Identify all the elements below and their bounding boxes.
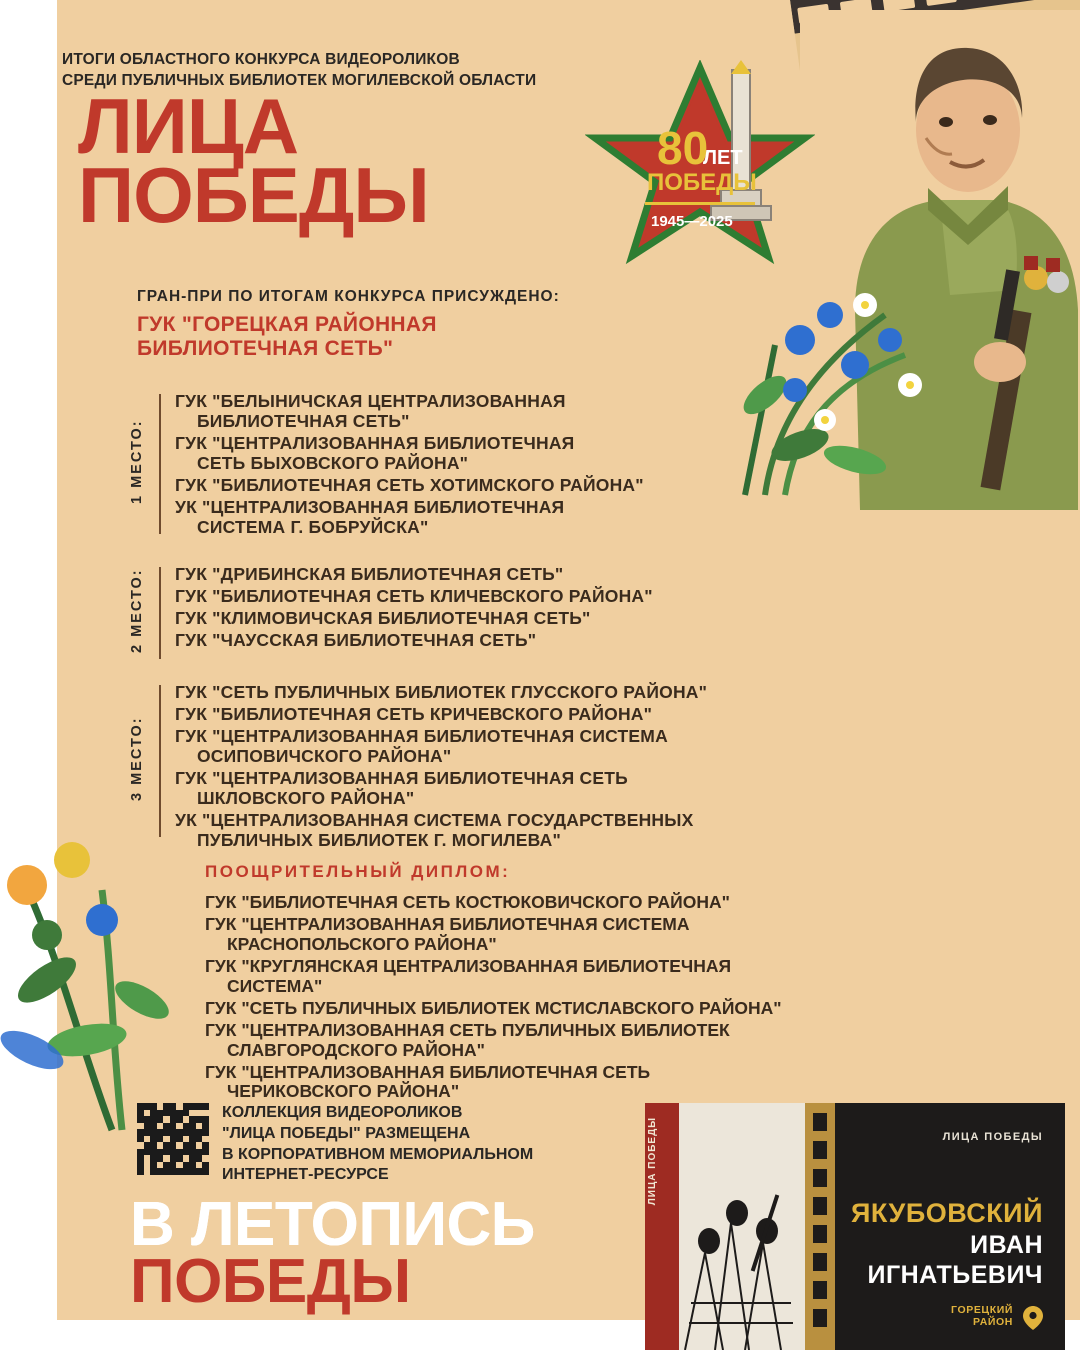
emblem-years: ЛЕТ — [703, 147, 743, 169]
title-line-2: ПОБЕДЫ — [78, 150, 429, 239]
winner-name: ГУК "ЦЕНТРАЛИЗОВАННАЯ БИБЛИОТЕЧНАЯ — [175, 432, 575, 453]
title-line-1: ЛИЦА — [78, 82, 299, 170]
grand-prix-winner-line-2: БИБЛИОТЕЧНАЯ СЕТЬ" — [137, 337, 394, 361]
map-pin-icon — [1023, 1306, 1043, 1330]
winner-name: ГУК "ЦЕНТРАЛИЗОВАННАЯ БИБЛИОТЕЧНАЯ СЕТЬ — [205, 1061, 651, 1082]
list-item — [175, 683, 937, 703]
list-item — [175, 476, 937, 496]
diploma-section-title: ПООЩРИТЕЛЬНЫЙ ДИПЛОМ: — [205, 862, 511, 881]
place-list-2 — [175, 565, 937, 651]
anniversary-emblem — [585, 60, 815, 295]
list-item — [175, 498, 937, 538]
list-item — [175, 392, 937, 432]
winner-name: ГУК "БИБЛИОТЕЧНАЯ СЕТЬ КРИЧЕВСКОГО РАЙОНА" — [175, 703, 653, 724]
list-item — [175, 769, 937, 809]
hero-card-artwork — [645, 1103, 835, 1350]
bottom-title-line-2: ПОБЕДЫ — [130, 1247, 411, 1317]
place-group-2 — [129, 564, 937, 654]
emblem-dates: 1945—2025 — [651, 213, 733, 230]
winner-name-cont: СИСТЕМА" — [227, 975, 323, 996]
winner-name: УК "ЦЕНТРАЛИЗОВАННАЯ СИСТЕМА ГОСУДАРСТВЕННЫХ — [175, 809, 694, 830]
place-group-1 — [129, 391, 937, 540]
page-title — [78, 82, 429, 239]
winner-name: ГУК "БИБЛИОТЕЧНАЯ СЕТЬ КОСТЮКОВИЧСКОГО РАЙОНА" — [205, 892, 730, 912]
list-item — [205, 1021, 965, 1061]
caption-line-1: ИТОГИ ОБЛАСТНОГО КОНКУРСА ВИДЕОРОЛИКОВ — [62, 51, 460, 68]
winner-name: ГУК "БЕЛЫНИЧСКАЯ ЦЕНТРАЛИЗОВАННАЯ — [175, 391, 566, 411]
grand-prix-winner — [137, 313, 437, 361]
emblem-pobedy: ПОБЕДЫ — [647, 169, 757, 196]
winner-name: ГУК "КРУГЛЯНСКАЯ ЦЕНТРАЛИЗОВАННАЯ БИБЛИОТЕЧНАЯ — [205, 955, 732, 976]
list-item — [175, 705, 937, 725]
winner-name: ГУК "СЕТЬ ПУБЛИЧНЫХ БИБЛИОТЕК МСТИСЛАВСКОГО РАЙОНА" — [205, 997, 782, 1018]
hero-card-surname: ЯКУБОВСКИЙ — [850, 1198, 1043, 1228]
emblem-number: 80 — [657, 122, 709, 174]
winner-name: УК "ЦЕНТРАЛИЗОВАННАЯ БИБЛИОТЕЧНАЯ — [175, 496, 565, 517]
winner-name: ГУК "БИБЛИОТЕЧНАЯ СЕТЬ КЛИЧЕВСКОГО РАЙОНА" — [175, 585, 653, 606]
winner-name: ГУК "ДРИБИНСКАЯ БИБЛИОТЕЧНАЯ СЕТЬ" — [175, 564, 564, 584]
hero-card-firstname: ИВАН — [970, 1231, 1043, 1259]
list-item — [205, 999, 965, 1019]
winner-name: ГУК "КЛИМОВИЧСКАЯ БИБЛИОТЕЧНАЯ СЕТЬ" — [175, 607, 591, 628]
qr-code-icon[interactable] — [137, 1103, 209, 1175]
winner-name-cont: ШКЛОВСКОГО РАЙОНА" — [197, 787, 415, 808]
hero-card[interactable] — [645, 1103, 1065, 1350]
place-list-3 — [175, 683, 937, 851]
list-item — [175, 434, 937, 474]
grand-prix-label: ГРАН-ПРИ ПО ИТОГАМ КОНКУРСА ПРИСУЖДЕНО: — [137, 288, 560, 305]
bottom-title-line-1: В ЛЕТОПИСЬ — [130, 1190, 535, 1259]
winner-name: ГУК "ЦЕНТРАЛИЗОВАННАЯ СЕТЬ ПУБЛИЧНЫХ БИБЛИОТЕК — [205, 1019, 730, 1040]
list-item — [205, 893, 965, 913]
place-label-1: 1 МЕСТО: — [129, 419, 145, 505]
winner-name-cont: ОСИПОВИЧСКОГО РАЙОНА" — [197, 745, 452, 766]
hero-card-region — [951, 1304, 1013, 1328]
winner-name-cont: ПУБЛИЧНЫХ БИБЛИОТЕК Г. МОГИЛЕВА" — [197, 829, 561, 850]
qr-text-line-4: ИНТЕРНЕТ-РЕСУРСЕ — [222, 1166, 389, 1184]
winner-name: ГУК "ЦЕНТРАЛИЗОВАННАЯ БИБЛИОТЕЧНАЯ СЕТЬ — [175, 767, 628, 788]
winner-name-cont: КРАСНОПОЛЬСКОГО РАЙОНА" — [227, 933, 497, 954]
diploma-list — [205, 893, 965, 1104]
winner-name-cont: БИБЛИОТЕЧНАЯ СЕТЬ" — [197, 410, 410, 431]
place-group-3 — [129, 682, 937, 853]
grand-prix-winner-line-1: ГУК "ГОРЕЦКАЯ РАЙОННАЯ — [137, 313, 437, 336]
list-item — [175, 565, 937, 585]
list-item — [175, 587, 937, 607]
qr-description — [222, 1103, 533, 1186]
list-item — [205, 915, 965, 955]
qr-text-line-2: "ЛИЦА ПОБЕДЫ" РАЗМЕЩЕНА — [222, 1124, 471, 1142]
place-label-3: 3 МЕСТО: — [129, 716, 145, 802]
list-item — [205, 957, 965, 997]
winner-name: ГУК "ЦЕНТРАЛИЗОВАННАЯ БИБЛИОТЕЧНАЯ СИСТЕМА — [175, 725, 668, 746]
place-list-1 — [175, 392, 937, 538]
winner-name: ГУК "СЕТЬ ПУБЛИЧНЫХ БИБЛИОТЕК ГЛУССКОГО РАЙОНА" — [175, 682, 708, 702]
winner-name-cont: ЧЕРИКОВСКОГО РАЙОНА" — [227, 1081, 460, 1102]
hero-card-label: ЛИЦА ПОБЕДЫ — [942, 1131, 1043, 1143]
hero-card-film-strip — [805, 1103, 835, 1350]
list-item — [175, 811, 937, 851]
list-item — [175, 727, 937, 767]
list-item — [175, 631, 937, 651]
bottom-title — [130, 1190, 535, 1317]
hero-card-region-line-2: РАЙОН — [973, 1315, 1013, 1328]
winner-name: ГУК "ЧАУССКАЯ БИБЛИОТЕЧНАЯ СЕТЬ" — [175, 629, 537, 650]
list-item — [205, 1063, 965, 1103]
hero-card-patronymic: ИГНАТЬЕВИЧ — [867, 1261, 1043, 1289]
place-label-2: 2 МЕСТО: — [129, 568, 145, 654]
qr-text-line-3: В КОРПОРАТИВНОМ МЕМОРИАЛЬНОМ — [222, 1145, 534, 1163]
hero-card-vertical-label: ЛИЦА ПОБЕДЫ — [647, 1117, 658, 1206]
winner-name: ГУК "БИБЛИОТЕЧНАЯ СЕТЬ ХОТИМСКОГО РАЙОНА" — [175, 474, 644, 495]
qr-text-line-1: КОЛЛЕКЦИЯ ВИДЕОРОЛИКОВ — [222, 1104, 463, 1121]
winner-name-cont: СЛАВГОРОДСКОГО РАЙОНА" — [227, 1039, 485, 1060]
list-item — [175, 609, 937, 629]
winner-name-cont: СИСТЕМА Г. БОБРУЙСКА" — [197, 516, 429, 537]
winner-name: ГУК "ЦЕНТРАЛИЗОВАННАЯ БИБЛИОТЕЧНАЯ СИСТЕМА — [205, 913, 690, 934]
caption-line-2: СРЕДИ ПУБЛИЧНЫХ БИБЛИОТЕК МОГИЛЕВСКОЙ ОБЛАСТИ — [62, 71, 537, 89]
hero-card-region-line-1: ГОРЕЦКИЙ — [951, 1303, 1013, 1316]
winner-name-cont: СЕТЬ БЫХОВСКОГО РАЙОНА" — [197, 452, 469, 473]
